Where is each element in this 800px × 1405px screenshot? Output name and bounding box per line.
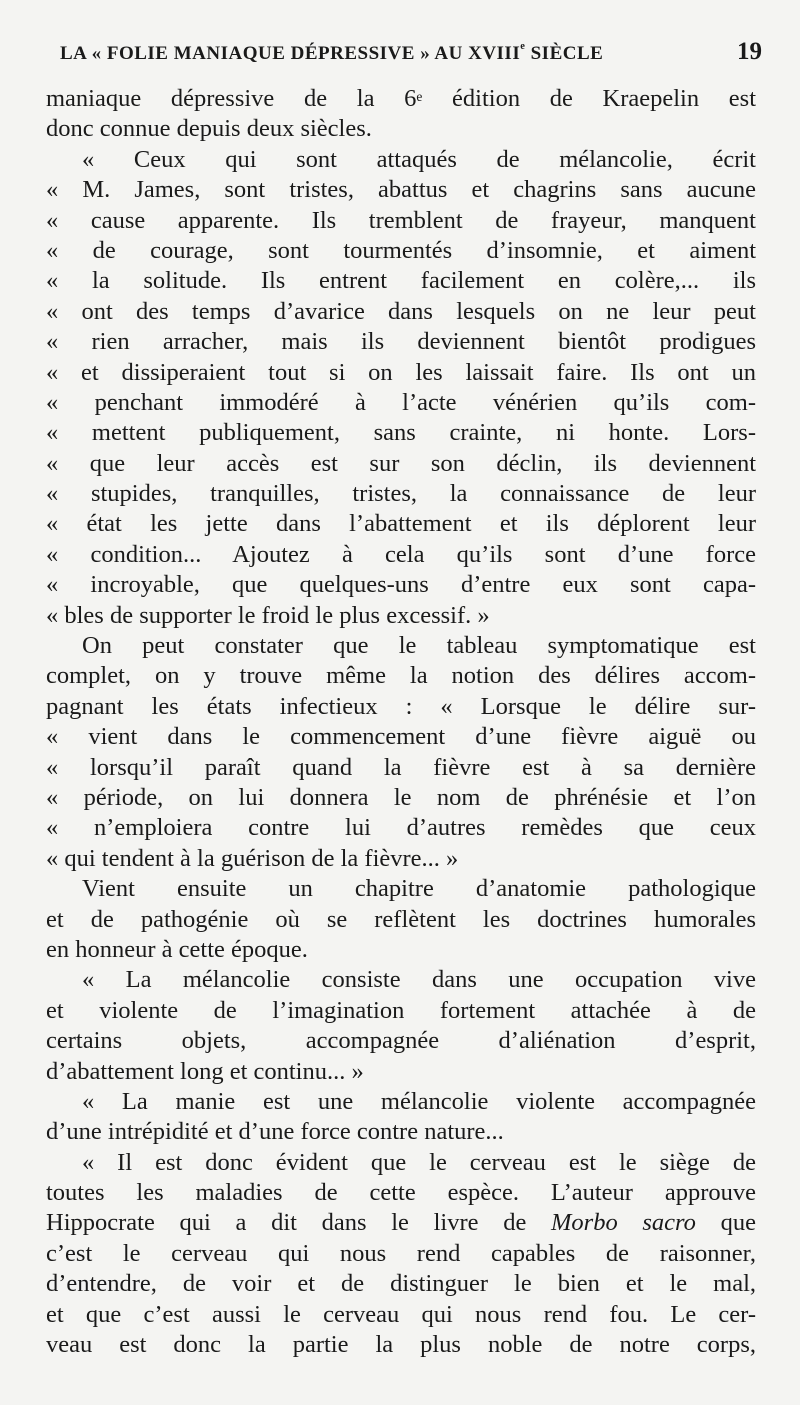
text-line: pagnant les états infectieux : « Lorsque le délire sur- bbox=[46, 692, 756, 720]
text-line: « que leur accès est sur son déclin, ils deviennent bbox=[46, 449, 756, 477]
text-line: « bles de supporter le froid le plus excessif. » bbox=[46, 601, 490, 629]
text-line: maniaque dépressive de la 6e édition de Kraepelin est bbox=[46, 85, 756, 112]
text-line: complet, on y trouve même la notion des délires accom- bbox=[46, 662, 756, 690]
text-line: « et dissiperaient tout si on les laissait faire. Ils ont un bbox=[46, 358, 756, 386]
text-line: c’est le cerveau qui nous rend capables de raisonner, bbox=[46, 1239, 756, 1267]
text-line: « vient dans le commencement d’une fièvre aiguë ou bbox=[46, 723, 756, 751]
text-line: « stupides, tranquilles, tristes, la connaissance de leur bbox=[46, 480, 756, 508]
text-line: « M. James, sont tristes, abattus et chagrins sans aucune bbox=[46, 176, 756, 204]
text-line: « penchant immodéré à l’acte vénérien qu’ils com- bbox=[46, 388, 756, 416]
text-line: et de pathogénie où se reflètent les doctrines humorales bbox=[46, 905, 756, 933]
text-line: et violente de l’imagination fortement attachée à de bbox=[46, 996, 756, 1024]
body-text bbox=[46, 84, 756, 1360]
text-line: certains objets, accompagnée d’aliénation d’esprit, bbox=[46, 1027, 756, 1055]
text-line: « rien arracher, mais ils deviennent bientôt prodigues bbox=[46, 328, 756, 356]
text-line: « incroyable, que quelques-uns d’entre eux sont capa- bbox=[46, 571, 756, 599]
text-line: « état les jette dans l’abattement et ils déplorent leur bbox=[46, 510, 756, 538]
text-line: d’entendre, de voir et de distinguer le bien et le mal, bbox=[46, 1270, 756, 1298]
text-line: « qui tendent à la guérison de la fièvre... » bbox=[46, 844, 459, 872]
text-line: « cause apparente. Ils tremblent de frayeur, manquent bbox=[46, 206, 756, 234]
text-line: « n’emploiera contre lui d’autres remèdes que ceux bbox=[46, 814, 756, 842]
text-line: toutes les maladies de cette espèce. L’auteur approuve bbox=[46, 1179, 756, 1207]
text-line: donc connue depuis deux siècles. bbox=[46, 115, 372, 143]
text-line: « Ceux qui sont attaqués de mélancolie, écrit bbox=[82, 145, 756, 173]
text-line: d’abattement long et continu... » bbox=[46, 1057, 364, 1085]
text-line: en honneur à cette époque. bbox=[46, 935, 308, 963]
text-line: et que c’est aussi le cerveau qui nous rend fou. Le cer- bbox=[46, 1300, 756, 1328]
text-line: « lorsqu’il paraît quand la fièvre est à sa dernière bbox=[46, 753, 756, 781]
text-line: « ont des temps d’avarice dans lesquels on ne leur peut bbox=[46, 297, 756, 325]
text-line: d’une intrépidité et d’une force contre nature... bbox=[46, 1118, 504, 1146]
text-line: « condition... Ajoutez à cela qu’ils sont d’une force bbox=[46, 540, 756, 568]
running-head: LA « FOLIE MANIAQUE DÉPRESSIVE » AU XVIIIe SIÈCLE bbox=[60, 41, 604, 64]
text-line: « la solitude. Ils entrent facilement en colère,... ils bbox=[46, 267, 756, 295]
text-line: On peut constater que le tableau symptomatique est bbox=[82, 632, 756, 660]
text-line: veau est donc la partie la plus noble de notre corps, bbox=[46, 1331, 756, 1359]
text-line: « de courage, sont tourmentés d’insomnie, et aiment bbox=[46, 236, 756, 264]
page-header bbox=[60, 38, 762, 74]
text-line: « Il est donc évident que le cerveau est le siège de bbox=[82, 1148, 756, 1176]
text-line: Hippocrate qui a dit dans le livre de Morbo sacro que bbox=[46, 1209, 757, 1237]
text-line: « période, on lui donnera le nom de phrénésie et l’on bbox=[46, 783, 756, 811]
text-line: « mettent publiquement, sans crainte, ni honte. Lors- bbox=[46, 419, 756, 447]
page-number: 19 bbox=[737, 38, 762, 65]
text-line: « La manie est une mélancolie violente accompagnée bbox=[82, 1087, 756, 1115]
text-line: « La mélancolie consiste dans une occupation vive bbox=[82, 966, 756, 994]
text-line: Vient ensuite un chapitre d’anatomie pathologique bbox=[82, 875, 756, 903]
